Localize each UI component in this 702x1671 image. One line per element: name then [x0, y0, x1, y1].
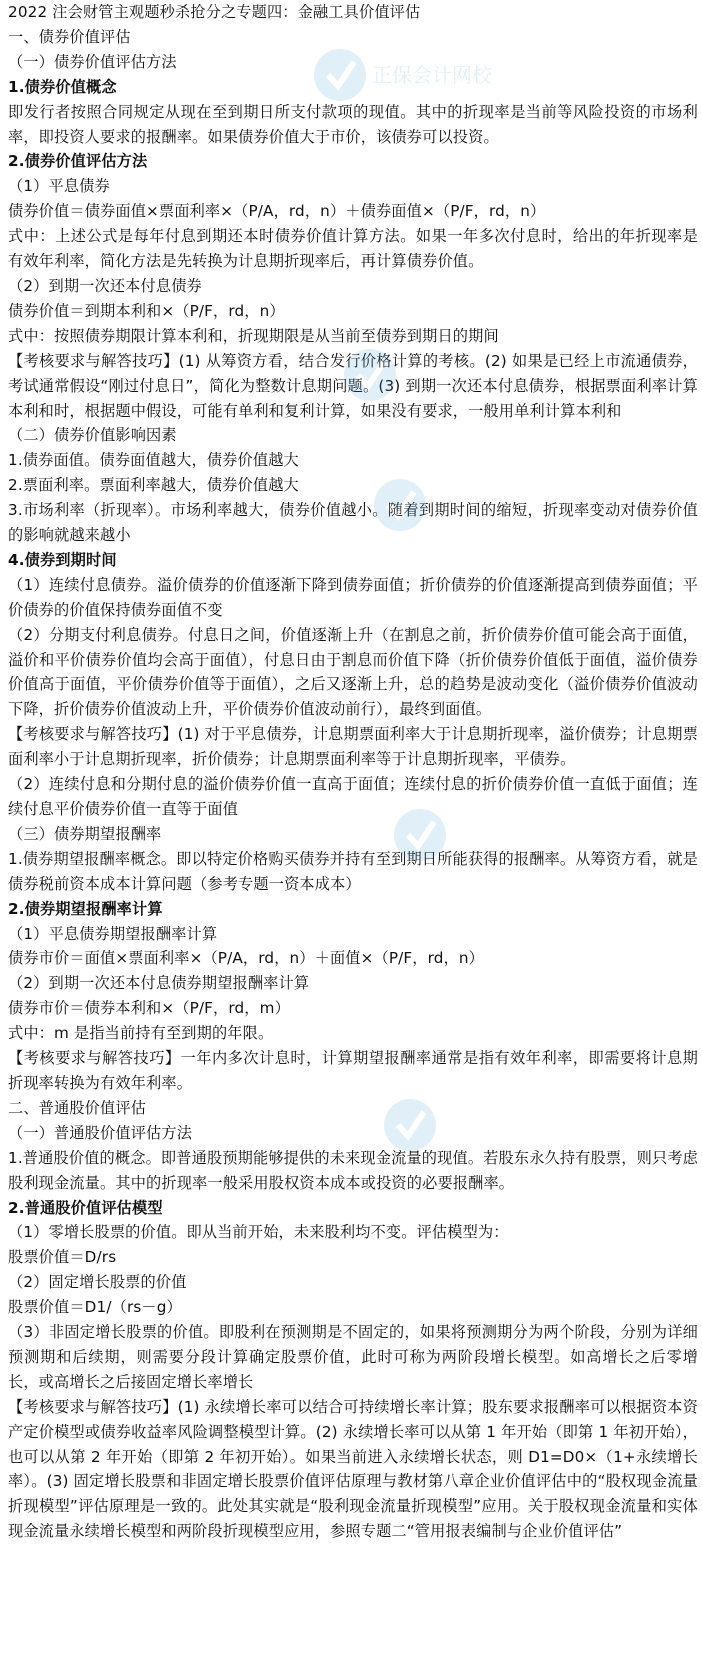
- exam-tip: 【考核要求与解答技巧】(1) 从筹资方看，结合发行价格计算的考核。(2) 如果是已经上市流通债券，考试通常假设“刚过付息日”，简化为整数计息期问题。(3) 到期一次还本付息债券，根据票面利率计算本利和时，根据题中假设，可能有单利和复利计算，如果没有要求，一般用单利计算本利和: [8, 351, 698, 420]
- item-valuation-method: 2.债券价值评估方法: [8, 152, 148, 171]
- formula: 债券市价＝面值×票面利率×（P/A，rd，n）＋面值×（P/F，rd，n）: [8, 949, 485, 968]
- list-item: 2.普通股价值评估模型: [8, 1198, 163, 1217]
- subitem: （1）零增长股票的价值。即从当前开始，未来股利均不变。评估模型为：: [8, 1223, 509, 1242]
- formula: 股票价值＝D/rs: [8, 1248, 117, 1267]
- paragraph: 式中：m 是指当前持有至到期的年限。: [8, 1024, 274, 1043]
- subheading-stock-method: （一）普通股价值评估方法: [8, 1123, 193, 1142]
- subitem: （2）到期一次还本付息债券期望报酬率计算: [8, 974, 310, 993]
- subitem: （2）固定增长股票的价值: [8, 1273, 187, 1292]
- formula: 债券市价＝债券本利和×（P/F，rd，m）: [8, 999, 290, 1018]
- heading-stock-valuation: 二、普通股价值评估: [8, 1098, 147, 1117]
- exam-tip: 【考核要求与解答技巧】一年内多次计息时，计算期望报酬率通常是指有效年利率，即需要将计息期折现率转换为有效年利率。: [8, 1049, 698, 1092]
- exam-tip: 【考核要求与解答技巧】(1) 对于平息债券，计息期票面利率大于计息期折现率，溢价债券；计息期票面利率小于计息期折现率，折价债券；计息期票面利率等于计息期折现率，平债券。: [8, 725, 698, 769]
- subheading-valuation-method: （一）债券价值评估方法: [8, 52, 177, 71]
- formula: 债券价值＝债券面值×票面利率×（P/A，rd，n）＋债券面值×（P/F，rd，n）: [8, 202, 546, 221]
- heading-bond-valuation: 一、债券价值评估: [8, 27, 131, 46]
- paragraph: （2）连续付息和分期付息的溢价债券价值一直高于面值；连续付息的折价债券价值一直低于面值；连续付息平价债券价值一直等于面值: [8, 775, 698, 818]
- svg-text:正保会计网校: 正保会计网校: [372, 63, 492, 87]
- doc-title: 2022 注会财管主观题秒杀抢分之专题四：金融工具价值评估: [8, 3, 421, 21]
- list-item: 2.债券期望报酬率计算: [8, 899, 163, 918]
- list-item: 3.市场利率（折现率）。市场利率越大，债券价值越小。随着到期时间的缩短，折现率变动对债券价值的影响就越来越小: [8, 501, 698, 545]
- list-item: 1.债券面值。债券面值越大，债券价值越大: [8, 451, 299, 470]
- paragraph: 即发行者按照合同规定从现在至到期日所支付款项的现值。其中的折现率是当前等风险投资的市场利率，即投资人要求的报酬率。如果债券价值大于市价，该债券可以投资。: [8, 102, 698, 146]
- paragraph: 1.普通股价值的概念。即普通股预期能够提供的未来现金流量的现值。若股东永久持有股票，则只考虑股利现金流量。其中的折现率一般采用股权资本成本或投资的必要报酬率。: [8, 1148, 698, 1192]
- subitem-flat-bond: （1）平息债券: [8, 177, 110, 196]
- exam-tip: 【考核要求与解答技巧】(1) 永续增长率可以结合可持续增长率计算；股东要求报酬率可以根据资本资产定价模型或债券收益率风险调整模型计算。(2) 永续增长率可以从第 1 年开始（即第 1 年初开始），也可以从第 2 年开始（即第 2 年初开始）。如果当前进入永续增长状态，则 D1=D0×（1+永续增长率）。(3) 固定增长股票和非固定增长股票价值评估原理与教材第八章企业价值评估中的“股权现金流量折现模型”评估原理是一致的。此处其实就是“股利现金流量折现模型”应用。关于股权现金流量和实体现金流量永续增长模型和两阶段折现模型应用，参照专题二“管用报表编制与企业价值评估”: [8, 1397, 698, 1541]
- paragraph: （1）连续付息债券。溢价债券的价值逐渐下降到债券面值；折价债券的价值逐渐提高到债券面值；平价债券的价值保持债券面值不变: [8, 575, 698, 619]
- formula: 债券价值＝到期本利和×（P/F，rd，n）: [8, 301, 285, 320]
- paragraph: 式中：按照债券期限计算本利和，折现期限是从当前至债券到期日的期间: [8, 326, 499, 345]
- document-body: [8, 0, 698, 1544]
- list-item: 2.票面利率。票面利率越大，债券价值越大: [8, 476, 299, 495]
- subheading-expected-return: （三）债券期望报酬率: [8, 824, 162, 843]
- paragraph: （3）非固定增长股票的价值。即股利在预测期是不固定的，如果将预测期分为两个阶段，分别为详细预测期和后续期，则需要分段计算确定股票价值，此时可称为两阶段增长模型。如高增长之后零增长，或高增长之后接固定增长率增长: [8, 1323, 698, 1391]
- paragraph: （2）分期支付利息债券。付息日之间，价值逐渐上升（在割息之前，折价债券价值可能会高于面值，溢价和平价债券价值均会高于面值），付息日由于割息而价值下降（折价债券价值低于面值，溢价债券价值高于面值，平价债券价值等于面值），之后又逐渐上升，总的趋势是波动变化（溢价债券价值波动下降，折价债券价值波动上升，平价债券价值波动前行），最终到面值。: [8, 625, 698, 719]
- subitem-lump-sum-bond: （2）到期一次还本付息债券: [8, 276, 202, 295]
- paragraph: 1.债券期望报酬率概念。即以特定价格购买债券并持有至到期日所能获得的报酬率。从筹资方看，就是债券税前资本成本计算问题（参考专题一资本成本）: [8, 849, 698, 893]
- list-item: 4.债券到期时间: [8, 550, 117, 569]
- formula: 股票价值＝D1/（rs－g）: [8, 1298, 182, 1317]
- item-bond-value-concept: 1.债券价值概念: [8, 77, 117, 96]
- subheading-influencing-factors: （二）债券价值影响因素: [8, 426, 177, 445]
- paragraph: 式中：上述公式是每年付息到期还本时债券价值计算方法。如果一年多次付息时，给出的年折现率是有效年利率，简化方法是先转换为计息期折现率后，再计算债券价值。: [8, 227, 698, 271]
- subitem: （1）平息债券期望报酬率计算: [8, 924, 218, 943]
